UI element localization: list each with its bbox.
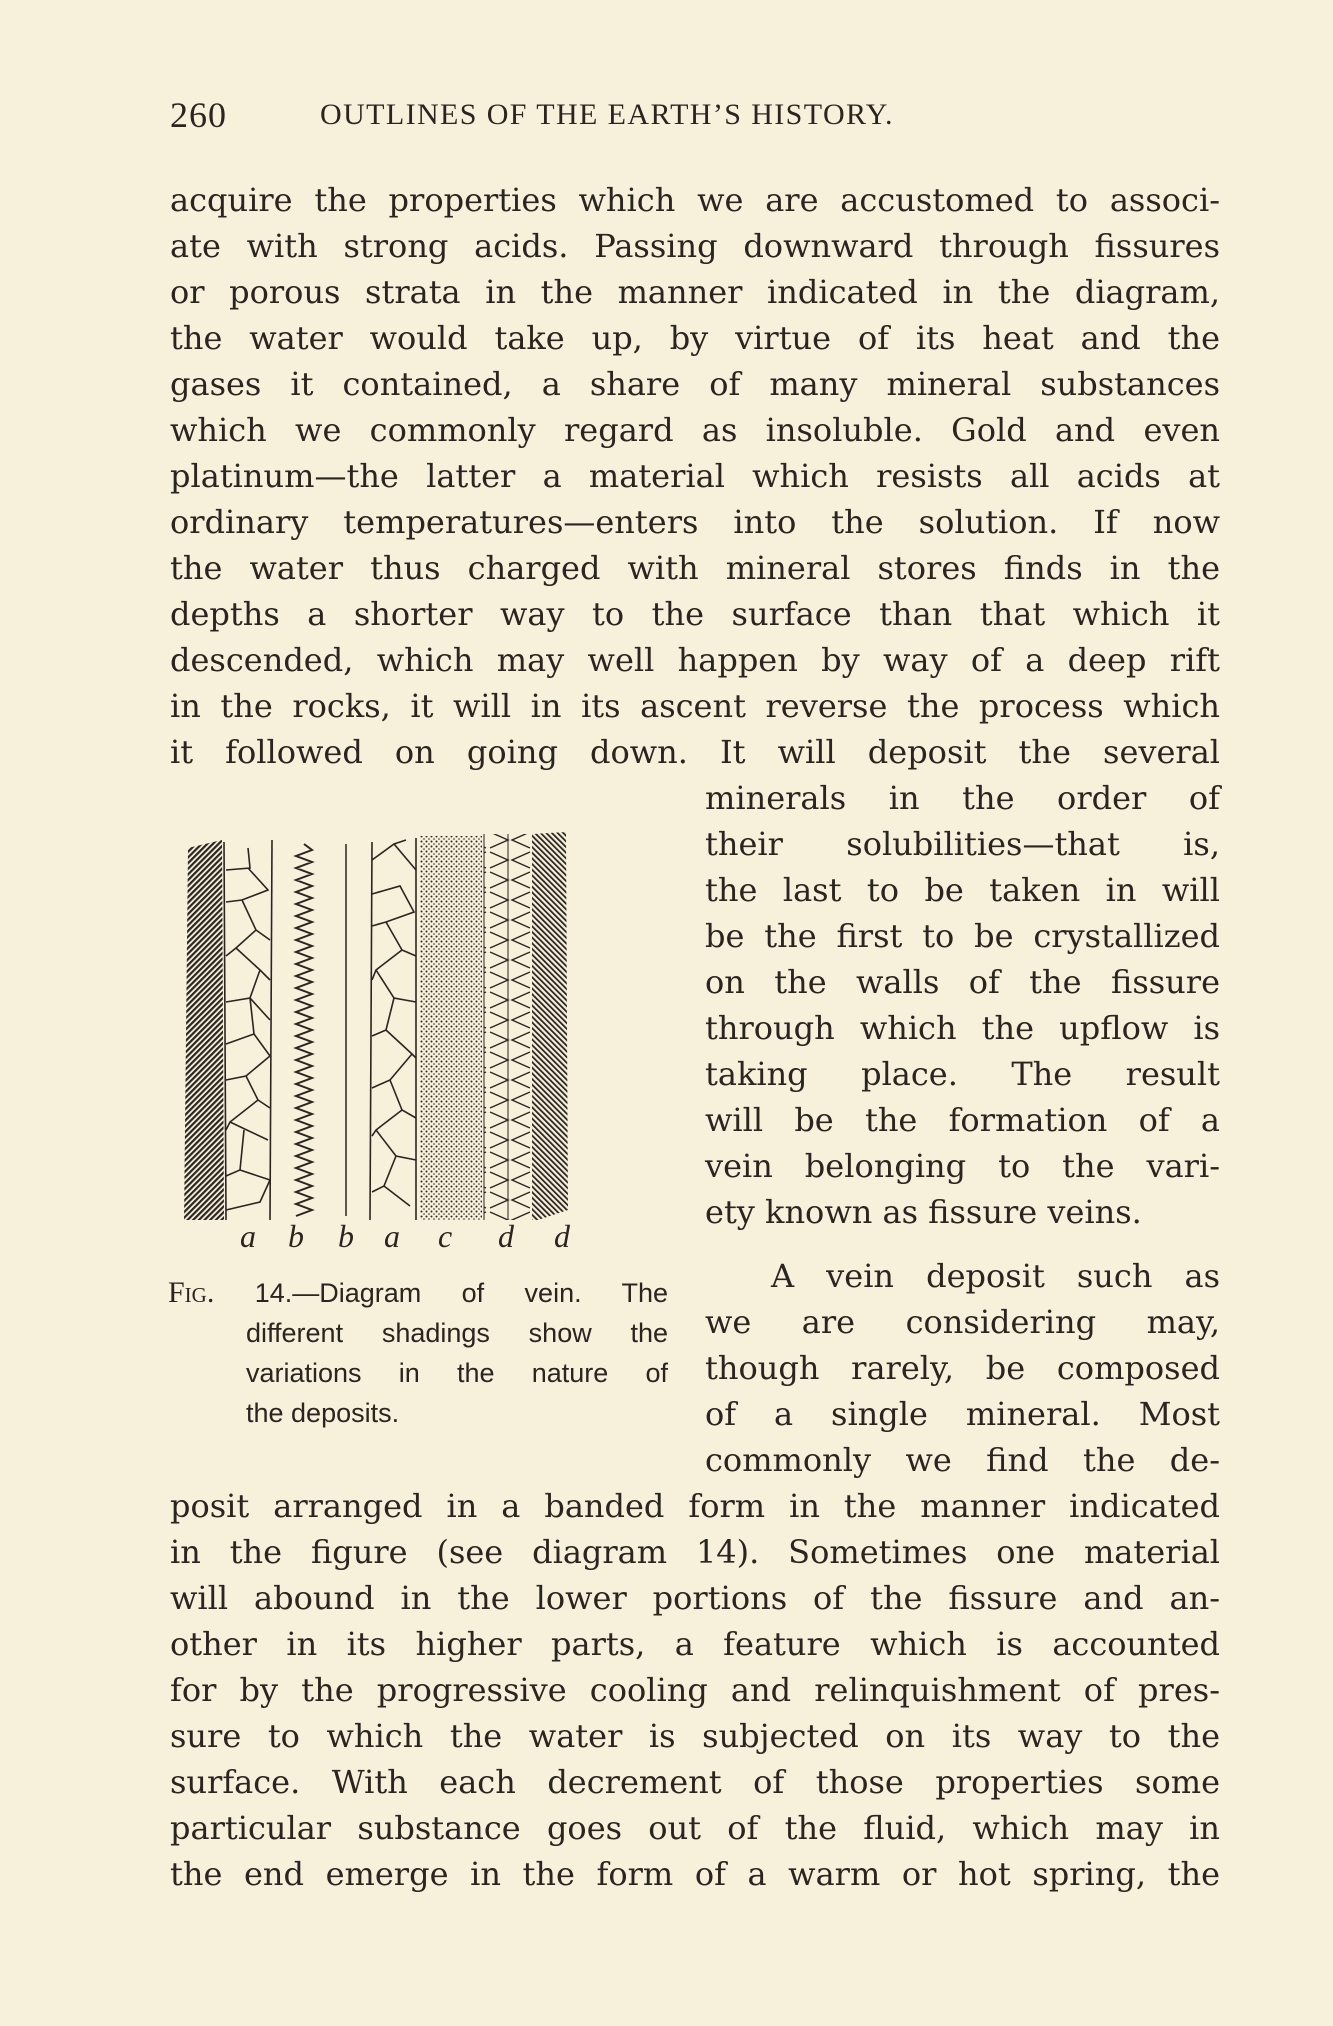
text-line: other in its higher parts, a feature which is accounted — [170, 1625, 1220, 1663]
text-line: of a single mineral. Most — [705, 1395, 1220, 1433]
text-line: particular substance goes out of the fluid, which may in — [170, 1809, 1220, 1847]
text-line: in the rocks, it will in its ascent reverse the process which — [170, 687, 1220, 725]
wall-rock-right — [532, 832, 568, 1220]
text-line: the water would take up, by virtue of its heat and the — [170, 319, 1220, 357]
caption-line: variations in the nature of — [246, 1358, 668, 1388]
running-title: OUTLINES OF THE EARTH’S HISTORY. — [320, 98, 894, 131]
text-line: we are considering may, — [705, 1303, 1220, 1341]
text-line: acquire the properties which we are accustomed to associ- — [170, 181, 1220, 219]
text-line: which we commonly regard as insoluble. Gold and even — [170, 411, 1220, 449]
label-a: a — [384, 1218, 400, 1254]
text-line: for by the progressive cooling and relinquishment of pres- — [170, 1671, 1220, 1709]
text-line: A vein deposit such as — [771, 1257, 1220, 1295]
text-line: ordinary temperatures—enters into the solution. If now — [170, 503, 1220, 541]
text-line: posit arranged in a banded form in the manner indicated — [170, 1487, 1220, 1525]
text-line: descended, which may well happen by way of a deep rift — [170, 641, 1220, 679]
text-line: minerals in the order of — [705, 779, 1220, 817]
vein-diagram — [180, 830, 670, 1220]
vein-diagram-figure — [180, 830, 670, 1254]
text-line: in the figure (see diagram 14). Sometimes one material — [170, 1533, 1220, 1571]
text-line: be the first to be crystallized — [705, 917, 1220, 955]
text-line: taking place. The result — [705, 1055, 1220, 1093]
text-line: will abound in the lower portions of the fissure and an- — [170, 1579, 1220, 1617]
text-line: it followed on going down. It will deposit the several — [170, 733, 1220, 771]
running-header — [170, 94, 1070, 144]
label-d: d — [554, 1218, 570, 1254]
caption-line: different shadings show the — [246, 1318, 668, 1348]
wall-rock-left — [184, 840, 224, 1220]
label-b: b — [338, 1218, 354, 1254]
text-line: vein belonging to the vari- — [705, 1147, 1220, 1185]
text-line: surface. With each decrement of those properties some — [170, 1763, 1220, 1801]
text-line: ate with strong acids. Passing downward through fissures — [170, 227, 1220, 265]
text-line: will be the formation of a — [705, 1101, 1220, 1139]
text-line: platinum—the latter a material which resists all acids at — [170, 457, 1220, 495]
text-line: or porous strata in the manner indicated in the diagram, — [170, 273, 1220, 311]
text-line: the last to be taken in will — [705, 871, 1220, 909]
text-line: through which the upflow is — [705, 1009, 1220, 1047]
text-line: their solubilities—that is, — [705, 825, 1220, 863]
text-line: depths a shorter way to the surface than that which it — [170, 595, 1220, 633]
label-c: c — [438, 1218, 453, 1254]
band-c — [420, 836, 482, 1220]
text-line: the end emerge in the form of a warm or hot spring, the — [170, 1855, 1220, 1893]
label-a: a — [240, 1218, 256, 1254]
label-b: b — [288, 1218, 304, 1254]
text-line: commonly we find the de- — [705, 1441, 1220, 1479]
figure-prefix: Fig. — [168, 1276, 215, 1309]
label-d: d — [498, 1218, 514, 1254]
figure-caption — [168, 1273, 668, 1433]
text-line: the water thus charged with mineral stores finds in the — [170, 549, 1220, 587]
text-line: sure to which the water is subjected on its way to the — [170, 1717, 1220, 1755]
band-b-left — [296, 844, 312, 1216]
band-a-left — [224, 840, 272, 1220]
caption-line: the deposits. — [246, 1398, 400, 1428]
page-number: 260 — [170, 95, 227, 135]
band-a-right — [370, 838, 416, 1220]
text-line: gases it contained, a share of many mineral substances — [170, 365, 1220, 403]
caption-line: Fig. 14.—Diagram of vein. The — [168, 1276, 668, 1309]
text-line: on the walls of the fissure — [705, 963, 1220, 1001]
text-line: ety known as fissure veins. — [705, 1193, 1142, 1231]
text-line: though rarely, be composed — [705, 1349, 1220, 1387]
